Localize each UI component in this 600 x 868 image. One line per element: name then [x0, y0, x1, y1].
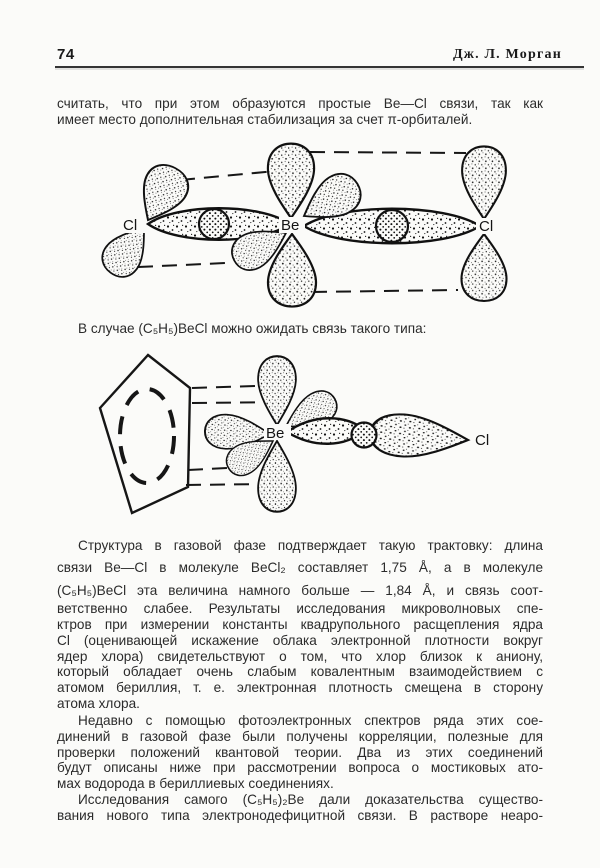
- text-line: будут описаны ниже при рассмотрении вопроса о мостиковых ато-: [57, 760, 543, 776]
- ring-pi-electron-ellipse: [120, 389, 174, 483]
- text-line: Исследования самого (C₅H₅)₂Be дали доказательства существо-: [78, 791, 543, 807]
- text-line: связи Be—Cl в молекуле BeCl₂ составляет 1,75 Å, а в молекуле: [57, 559, 543, 575]
- atom-label-cl-left: Cl: [123, 217, 138, 234]
- text-line: Недавно с помощью фотоэлектронных спектров ряда этих сое-: [78, 713, 543, 729]
- orbital-diagram-cp-be-cl: [60, 345, 540, 523]
- bond-torus: [352, 423, 377, 448]
- text-line: ядер хлора) свидетельствуют о том, что хлор близок к аниону,: [57, 648, 543, 664]
- text-line: имеет место дополнительная стабилизация за счет π-орбиталей.: [57, 111, 473, 127]
- cyclopentadienyl-ring-pentagon: [100, 355, 190, 513]
- text-line: ветственно слабее. Результаты исследования микроволновых спе-: [57, 601, 543, 617]
- atom-label-cl: Cl: [475, 432, 490, 449]
- text-line: атома хлора.: [57, 695, 140, 711]
- bond-torus-right: [376, 210, 408, 242]
- sigma-bond-lobe-cl-side: [369, 412, 469, 461]
- intro-paragraph: [57, 96, 543, 127]
- text-line: ктров при измерении константы квадрупольного расщепления ядра: [57, 617, 543, 633]
- ring-overlap-dash-4: [186, 484, 264, 485]
- atom-label-be: Be: [281, 217, 300, 234]
- text-line: проверки положений квантовой теории. Два из этих соединений: [57, 744, 543, 760]
- header-rule: [55, 66, 584, 68]
- text-line: вания нового типа электронодефицитной связи. В растворе неаро-: [57, 807, 543, 823]
- text-line: (C₅H₅)BeCl эта величина намного больше — 1,84 Å, и связь соот-: [57, 583, 543, 599]
- bond-torus-left: [199, 209, 229, 239]
- pi-overlap-dash-bottom-right: [312, 290, 458, 292]
- pi-overlap-dash-bottom-left: [138, 263, 226, 267]
- page-number: 74: [57, 46, 75, 63]
- text-line: Структура в газовой фазе подтверждает такую трактовку: длина: [78, 538, 543, 553]
- atom-label-cl-right: Cl: [479, 218, 494, 235]
- text-line: считать, что при этом образуются простые Be—Cl связи, так как: [57, 96, 543, 111]
- cl-right-p-lobe-up: [462, 146, 506, 219]
- ring-overlap-dash-3: [188, 468, 228, 470]
- atom-label-be: Be: [266, 425, 285, 442]
- caption-line: В случае (C₅H₅)BeCl можно ожидать связь такого типа:: [78, 321, 427, 336]
- running-head: Дж. Л. Морган: [452, 47, 562, 62]
- pi-overlap-dash-top-right: [310, 152, 466, 153]
- pi-overlap-dash-top-left: [180, 171, 276, 180]
- text-line: мах водорода в бериллиевых соединениях.: [57, 776, 334, 792]
- text-line: Cl (оценивающей искажение облака электронной плотности вокруг: [57, 632, 543, 648]
- text-line: динений в газовой фазе были получены корреляции, полезные для: [57, 729, 543, 745]
- text-line: который обладает очень слабым ковалентным взаимодействием с: [57, 664, 543, 680]
- cl-right-p-lobe-down: [462, 234, 507, 301]
- main-text-block: [57, 538, 543, 823]
- be-p-lobe-up: [258, 356, 296, 425]
- orbital-diagram-cl-be-cl: [60, 140, 540, 310]
- text-line: атомом бериллия, т. е. электронная плотность смещена в сторону: [57, 679, 543, 695]
